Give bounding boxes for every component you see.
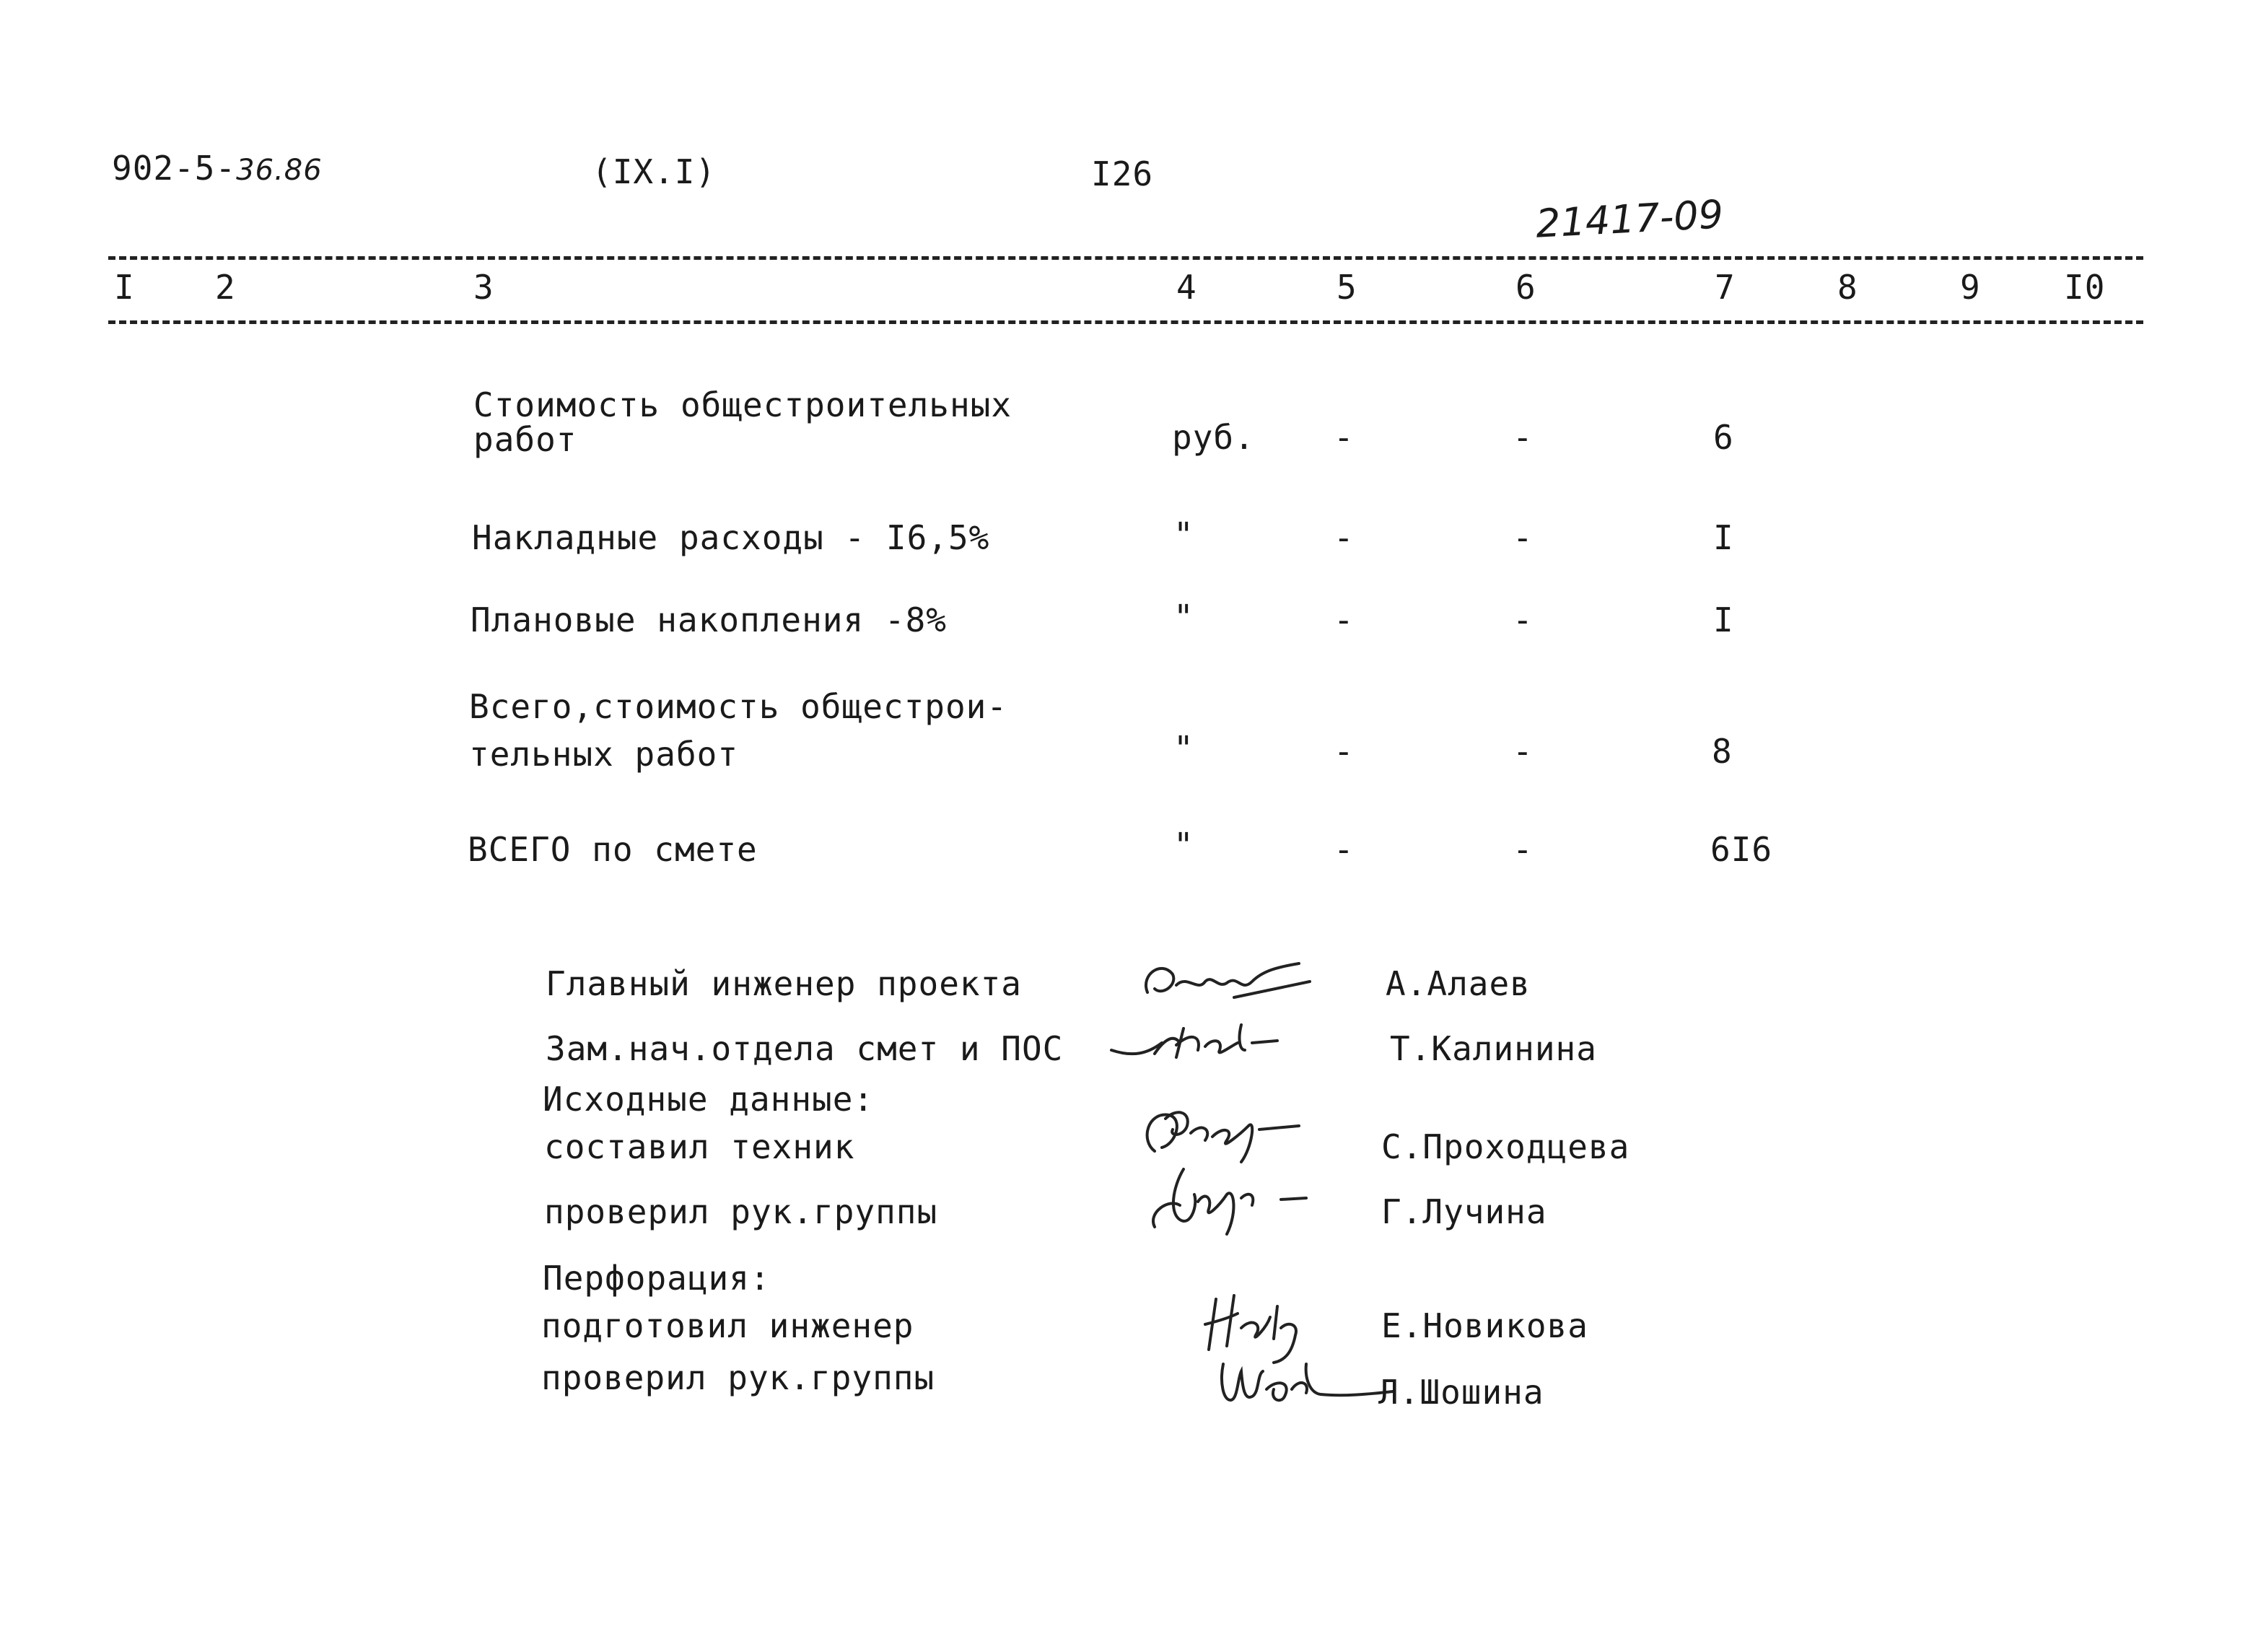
checked-role: проверил рук.группы: [544, 1192, 938, 1231]
chief-engineer-signature: [1133, 953, 1313, 1010]
column-header-1: I: [114, 268, 135, 307]
table-row-2-col6: -: [1513, 518, 1534, 557]
table-row-2-col7: I: [1713, 518, 1734, 557]
table-row-1-unit: руб.: [1172, 418, 1255, 457]
table-row-3-label: Плановые накопления -8%: [471, 600, 947, 639]
document-code: [112, 149, 323, 188]
deputy-role: Зам.нач.отдела смет и ПОС: [546, 1029, 1064, 1068]
table-row-4-col6: -: [1513, 732, 1534, 771]
table-row-4-label-line2: тельных работ: [469, 735, 739, 774]
chief-engineer-role: Главный инженер проекта: [546, 964, 1022, 1003]
header-rule-top: [108, 256, 2143, 260]
page-number: I26: [1091, 154, 1154, 193]
table-row-1-label-line2: работ: [473, 420, 577, 459]
table-row-2-unit: ": [1173, 515, 1194, 554]
deputy-name: Т.Калинина: [1390, 1029, 1597, 1068]
checked2-role: проверил рук.группы: [541, 1358, 935, 1397]
column-header-8: 8: [1837, 268, 1858, 307]
prepared-role: подготовил инженер: [541, 1306, 914, 1345]
compiled-role: составил техник: [544, 1127, 855, 1166]
table-row-2-label: Накладные расходы - I6,5%: [472, 518, 990, 557]
column-header-5: 5: [1337, 268, 1357, 307]
table-row-2-col5: -: [1334, 518, 1355, 557]
column-header-7: 7: [1715, 268, 1736, 307]
checked2-name: Л.Шошина: [1378, 1373, 1544, 1412]
table-row-5-col5: -: [1334, 830, 1355, 869]
table-row-1-col7: 6: [1713, 418, 1734, 457]
table-row-4-col7: 8: [1712, 732, 1733, 771]
deputy-signature: [1104, 1018, 1306, 1068]
column-header-9: 9: [1960, 268, 1981, 307]
handwritten-number: 21417-09: [1534, 191, 1725, 247]
table-row-1-col5: -: [1334, 418, 1355, 457]
table-row-5-col7: 6I6: [1710, 830, 1773, 869]
section-code: (IX.I): [592, 152, 717, 191]
document-code-handwritten: 36.86: [236, 154, 323, 187]
column-header-3: 3: [473, 268, 494, 307]
table-row-3-col6: -: [1513, 600, 1534, 639]
checked2-signature: [1212, 1350, 1400, 1415]
table-row-3-col5: -: [1334, 600, 1355, 639]
checked-name: Г.Лучина: [1381, 1192, 1547, 1231]
table-row-3-unit: ": [1173, 598, 1194, 637]
table-row-4-unit: ": [1173, 729, 1194, 768]
column-header-6: 6: [1515, 268, 1536, 307]
chief-engineer-name: А.Алаев: [1386, 964, 1531, 1003]
compiled-name: С.Проходцева: [1381, 1127, 1630, 1166]
column-header-4: 4: [1176, 268, 1197, 307]
table-row-5-col6: -: [1513, 830, 1534, 869]
source-data-heading: Исходные данные:: [543, 1080, 875, 1119]
table-row-1-col6: -: [1513, 418, 1534, 457]
column-header-10: I0: [2064, 268, 2106, 307]
column-header-2: 2: [215, 268, 236, 307]
table-row-4-col5: -: [1334, 732, 1355, 771]
perforation-heading: Перфорация:: [543, 1259, 771, 1298]
table-row-1-label-line1: Стоимость общестроительных: [473, 385, 1012, 424]
table-row-5-label: ВСЕГО по смете: [468, 830, 758, 869]
checked-signature: [1140, 1155, 1313, 1241]
table-row-3-col7: I: [1713, 600, 1734, 639]
document-code-printed: 902-5-: [112, 149, 237, 188]
table-row-4-label-line1: Всего,стоимость общестрои-: [469, 687, 1008, 726]
prepared-name: Е.Новикова: [1381, 1306, 1588, 1345]
header-rule-bottom: [108, 320, 2143, 324]
table-row-5-unit: ": [1173, 826, 1194, 865]
